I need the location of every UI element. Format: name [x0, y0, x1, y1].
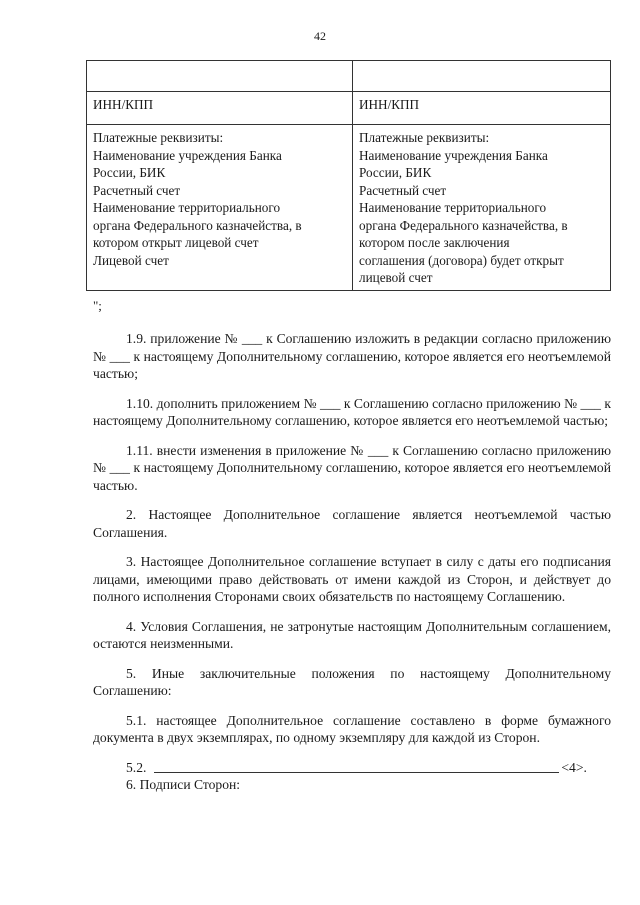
table-row-payment-details	[87, 125, 611, 291]
paragraph-1-11: 1.11. внести изменения в приложение № ___ к Соглашению согласно приложению № ___ к настоящему Дополнительному соглашению, которое является его неотъемлемой частью.	[93, 442, 611, 493]
table-row-inn	[87, 92, 611, 125]
payment-details-right	[353, 125, 611, 291]
paragraph-1-10: 1.10. дополнить приложением № ___ к Соглашению согласно приложению № ___ к настоящему Дополнительному соглашению, которое является его неотъемлемой частью;	[93, 395, 611, 428]
payment-details-left	[87, 125, 353, 291]
inn-left: ИНН/КПП	[87, 92, 353, 125]
document-body	[93, 330, 611, 794]
detail-line: Наименование учреждения Банка	[359, 147, 548, 163]
inn-right: ИНН/КПП	[353, 92, 611, 125]
detail-line: Наименование территориального	[93, 200, 281, 215]
table-cell-blank-left	[87, 61, 353, 92]
detail-line: органа Федерального казначейства, в	[93, 217, 302, 233]
page-number: 42	[314, 29, 326, 43]
detail-line: Наименование территориального	[359, 200, 547, 215]
detail-line: котором после заключения	[359, 235, 510, 250]
paragraph-2: 2. Настоящее Дополнительное соглашение является неотъемлемой частью Соглашения.	[93, 507, 611, 540]
requisites-table	[86, 60, 611, 291]
detail-line: Лицевой счет	[93, 252, 169, 268]
item-5-2	[93, 759, 611, 777]
detail-line: соглашения (договора) будет открыт	[359, 252, 564, 268]
table-cell-blank-right	[353, 61, 611, 92]
detail-line: Платежные реквизиты:	[359, 130, 490, 145]
paragraph-3: 3. Настоящее Дополнительное соглашение вступает в силу с даты его подписания лицами, имеющими право действовать от имени каждой из Сторон, и действует до полного исполнения Сторонами своих обязательств по настоящему Соглашению.	[93, 554, 611, 604]
detail-line: лицевой счет	[359, 270, 433, 285]
paragraph-5: 5. Иные заключительные положения по настоящему Дополнительному Соглашению:	[93, 665, 611, 698]
table-row-blank	[87, 61, 611, 92]
item-5-2-label: 5.2.	[126, 759, 147, 775]
detail-line: Расчетный счет	[93, 182, 181, 198]
detail-line: Платежные реквизиты:	[93, 130, 224, 145]
fill-in-blank-line	[154, 759, 559, 773]
signatures-heading: 6. Подписи Сторон:	[126, 777, 241, 792]
paragraph-4: 4. Условия Соглашения, не затронутые настоящим Дополнительным соглашением, остаются неизменными.	[93, 618, 611, 651]
closing-quote: ";	[93, 298, 102, 313]
detail-line: Расчетный счет	[359, 182, 447, 198]
detail-line: котором открыт лицевой счет	[93, 235, 259, 250]
paragraph-5-1: 5.1. настоящее Дополнительное соглашение составлено в форме бумажного документа в двух экземплярах, по одному экземпляру для каждой из Сторон.	[93, 712, 611, 745]
footnote-ref: <4>.	[561, 759, 587, 775]
detail-line: России, БИК	[93, 165, 166, 180]
detail-line: органа Федерального казначейства, в	[359, 217, 568, 233]
detail-line: Наименование учреждения Банка	[93, 147, 282, 163]
detail-line: России, БИК	[359, 165, 432, 180]
paragraph-1-9: 1.9. приложение № ___ к Соглашению изложить в редакции согласно приложению № ___ к настоящему Дополнительному соглашению, которое является его неотъемлемой частью;	[93, 331, 611, 381]
